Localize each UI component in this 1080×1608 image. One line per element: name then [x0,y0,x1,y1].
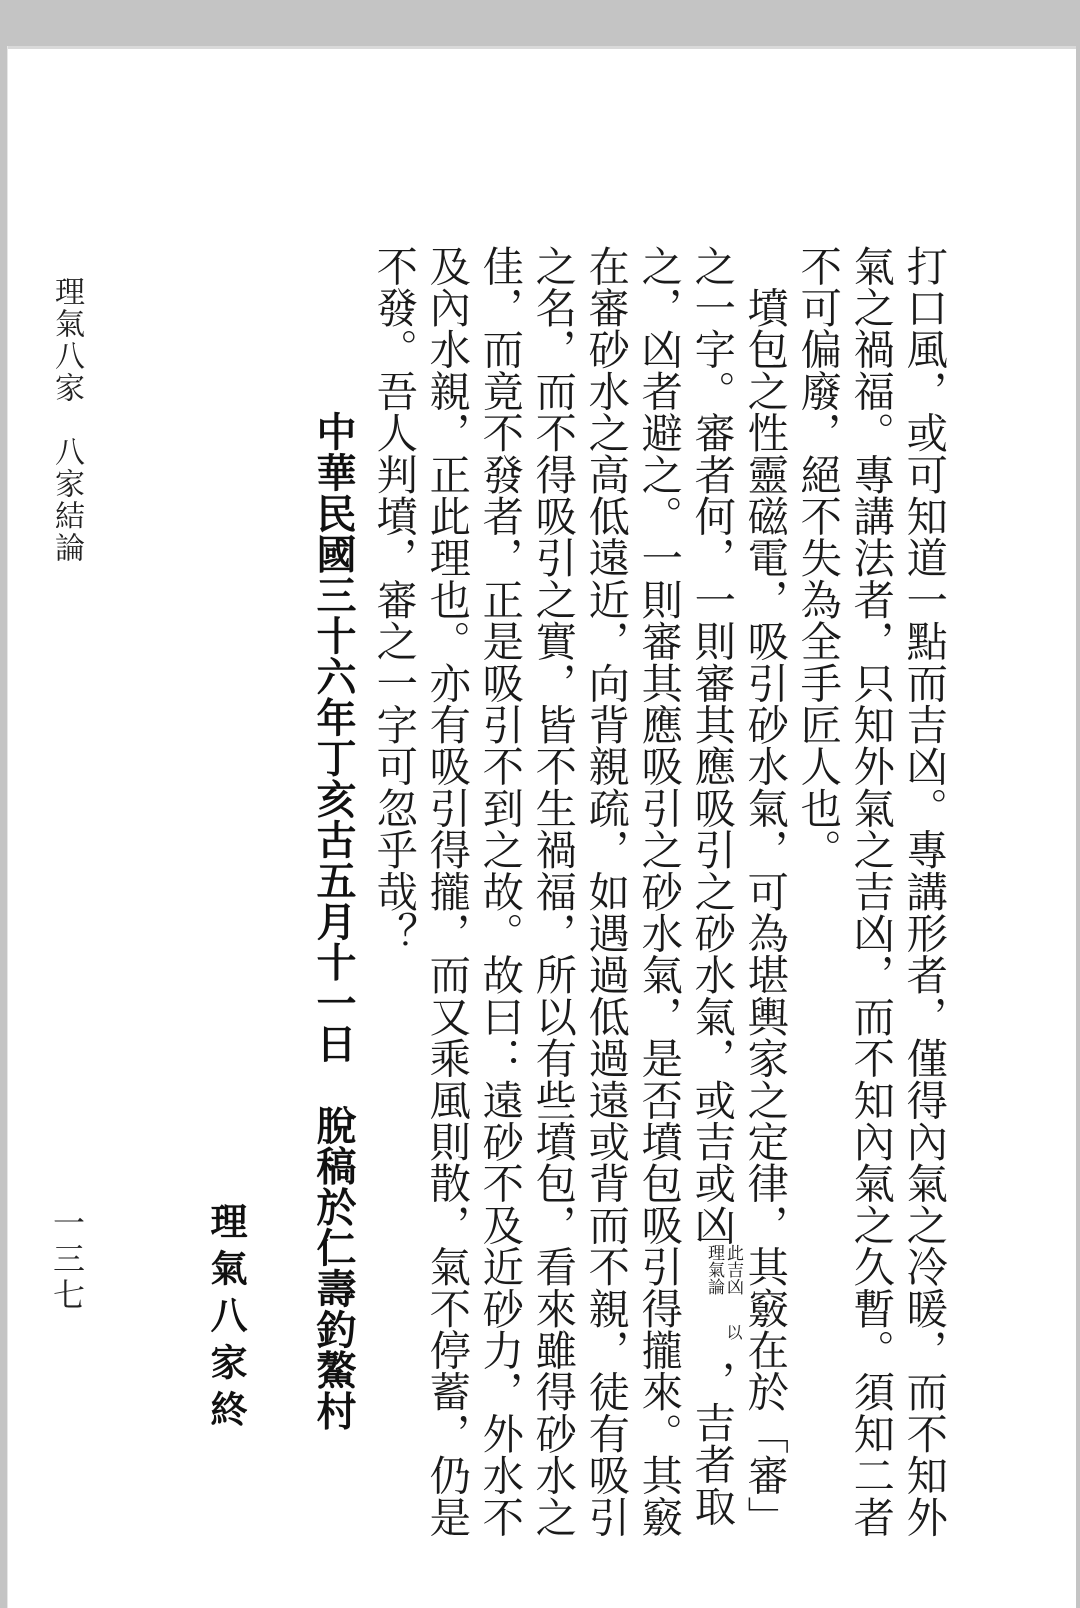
text-column-11: 不發。吾人判墳，審之一字可忽乎哉？ [369,245,418,954]
text-column-8: 之名，而不得吸引之實，皆不生禍福，所以有些墳包，看來雖得砂水之 [528,245,577,1538]
note-line-3: 以 [724,1324,743,1340]
text-column-1: 打口風，或可知道一點而吉凶。專講形者，僅得內氣之冷暖，而不知外 [899,245,948,1538]
note-line-1: 此吉凶 [723,1244,743,1295]
text-column-2: 氣之禍福。專講法者，只知外氣之吉凶，而不知內氣之久暫。須知二者 [846,245,895,1538]
text-column-7: 在審砂水之高低遠近，向背親疏，如遇過低過遠或背而不親，徒有吸引 [581,245,630,1538]
note-line-2: 理氣論 [704,1244,724,1295]
colophon-date: 中華民國三十六年丁亥古五月十一日 脫稿於仁壽釣鰲村 [310,411,357,1431]
running-head: 理氣八家 八家結論 [49,276,84,564]
text-column-5: 之一字。審者何，一則審其應吸引之砂水氣，或吉或凶 [687,245,736,1246]
interlinear-note [703,1244,743,1356]
text-column-4: 墳包之性靈磁電，吸引砂水氣，可為堪輿家之定律，其竅在於「審」 [740,245,789,1538]
end-mark: 理氣八家終 [204,1202,248,1437]
book-page [7,46,1076,1608]
text-column-5-tail: ，吉者取 [687,1360,736,1527]
page-top-edge [8,46,1076,49]
text-column-3: 不可偏廢，絕不失為全手匠人也。 [793,245,842,871]
page-number: 一三七 [48,1206,86,1314]
text-column-6: 之，凶者避之。一則審其應吸引之砂水氣，是否墳包吸引得攏來。其竅 [634,245,683,1538]
text-column-10: 及內水親，正此理也。亦有吸引得攏，而又乘風則散，氣不停蓄，仍是 [422,245,471,1538]
text-column-9: 佳，而竟不發者，正是吸引不到之故。故曰：遠砂不及近砂力，外水不 [475,245,524,1538]
